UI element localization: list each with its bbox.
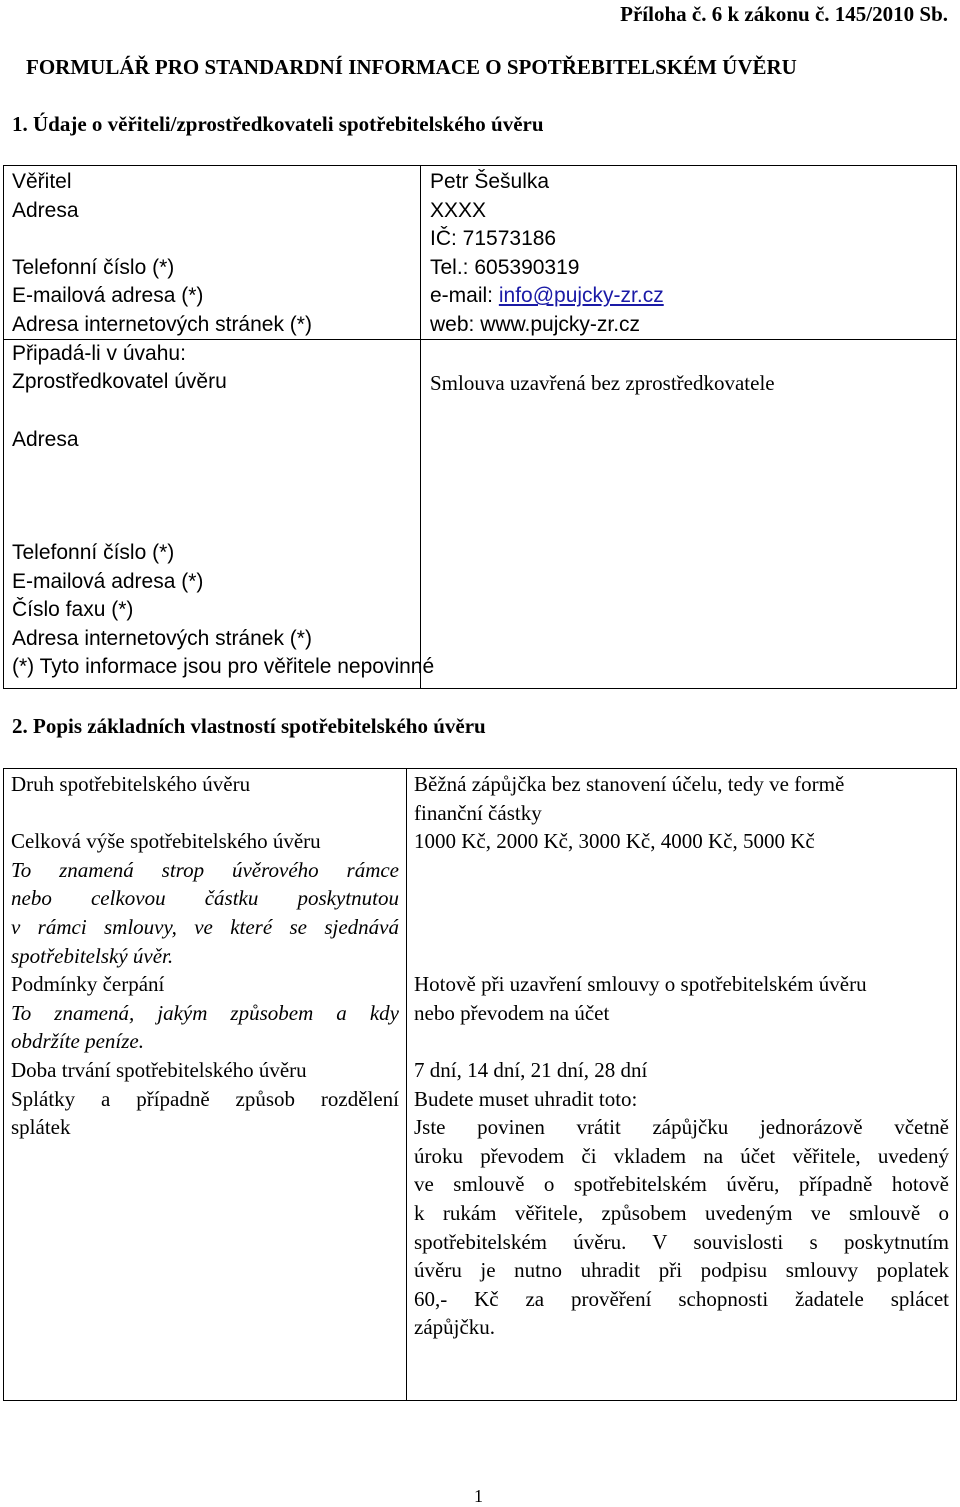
- total-amount-note-4: spotřebitelský úvěr.: [11, 943, 174, 968]
- repayment-value-6: spotřebitelském úvěru. V souvislosti s poskytnutím: [414, 1229, 949, 1254]
- creditor-labels: [12, 168, 312, 397]
- intermediary-address-label: Adresa: [12, 428, 79, 451]
- properties-values: [414, 770, 949, 1342]
- total-amount-note-3: v rámci smlouvy, ve které se sjednává: [11, 914, 399, 939]
- lender-email-link[interactable]: info@pujcky-zr.cz: [498, 284, 664, 308]
- total-amount-note-1: To znamená strop úvěrového rámce: [11, 857, 399, 882]
- page-number: 1: [474, 1486, 483, 1506]
- repayment-value-7: úvěru je nutno uhradit při podpisu smlouvy poplatek: [414, 1258, 949, 1283]
- lender-web: web: www.pujcky-zr.cz: [430, 312, 641, 336]
- lender-phone: Tel.: 605390319: [430, 255, 580, 279]
- repayment-value-2: Jste povinen vrátit zápůjčku jednorázově včetně: [414, 1115, 949, 1140]
- duration-label: Doba trvání spotřebitelského úvěru: [11, 1057, 307, 1082]
- repayment-value-1: Budete muset uhradit toto:: [414, 1086, 638, 1111]
- total-amount-note-2: nebo celkovou částku poskytnutou: [11, 886, 399, 911]
- drawdown-note-2: obdržíte peníze.: [11, 1029, 144, 1054]
- repayment-value-3: úroku převodem či vkladem na účet věřitele, uvedený: [414, 1143, 949, 1168]
- drawdown-value-2: nebo převodem na účet: [414, 1000, 610, 1025]
- repayment-label-1: Splátky a případně způsob rozdělení: [11, 1086, 399, 1111]
- section2-heading: 2. Popis základních vlastností spotřebitelského úvěru: [12, 714, 486, 738]
- annex-reference: Příloha č. 6 k zákonu č. 145/2010 Sb.: [620, 2, 948, 26]
- properties-table-divider: [406, 768, 407, 1401]
- properties-labels: [11, 770, 399, 1142]
- label-phone: Telefonní číslo (*): [12, 255, 175, 279]
- creditor-values: [430, 168, 664, 340]
- credit-type-value-2: finanční částky: [414, 800, 542, 825]
- repayment-value-8: 60,- Kč za prověření schopnosti žadatele splácet: [414, 1286, 949, 1311]
- lender-ico: IČ: 71573186: [430, 227, 557, 251]
- intermediary-value: Smlouva uzavřená bez zprostředkovatele: [430, 371, 775, 395]
- section1-heading: 1. Údaje o věřiteli/zprostředkovateli spotřebitelského úvěru: [12, 112, 544, 136]
- label-email: E-mailová adresa (*): [12, 284, 204, 308]
- total-amount-value: 1000 Kč, 2000 Kč, 3000 Kč, 4000 Kč, 5000 Kč: [414, 829, 815, 854]
- lender-address: XXXX: [430, 198, 487, 222]
- intermediary-email-label: E-mailová adresa (*): [12, 569, 204, 593]
- intermediary-phone-label: Telefonní číslo (*): [12, 541, 175, 564]
- credit-type-label: Druh spotřebitelského úvěru: [11, 772, 251, 796]
- label-address: Adresa: [12, 198, 79, 222]
- label-intermediary: Zprostředkovatel úvěru: [12, 370, 227, 394]
- lender-email-row: [430, 282, 664, 311]
- lender-email-prefix: e-mail:: [430, 284, 499, 308]
- repayment-value-9: zápůjčku.: [414, 1315, 496, 1340]
- drawdown-conditions-label: Podmínky čerpání: [11, 972, 165, 997]
- label-if-applicable: Připadá-li v úvahu:: [12, 341, 186, 365]
- label-website: Adresa internetových stránek (*): [12, 312, 312, 336]
- intermediary-website-label: Adresa internetových stránek (*): [12, 626, 312, 650]
- drawdown-note-1: To znamená, jakým způsobem a kdy: [11, 1000, 399, 1025]
- lender-name: Petr Šešulka: [430, 170, 550, 193]
- label-creditor: Věřitel: [12, 170, 72, 193]
- total-amount-label: Celková výše spotřebitelského úvěru: [11, 829, 321, 854]
- repayment-value-5: k rukám věřitele, způsobem uvedeným ve smlouvě o: [414, 1200, 949, 1225]
- label-spacer: [12, 225, 312, 254]
- repayment-value-4: ve smlouvě o spotřebitelském úvěru, případně hotově: [414, 1172, 949, 1197]
- form-title: FORMULÁŘ PRO STANDARDNÍ INFORMACE O SPOTŘEBITELSKÉM ÚVĚRU: [26, 55, 797, 79]
- credit-type-value-1: Běžná zápůjčka bez stanovení účelu, tedy ve formě: [414, 772, 845, 796]
- drawdown-value-1: Hotově při uzavření smlouvy o spotřebitelském úvěru: [414, 972, 867, 997]
- duration-value: 7 dní, 14 dní, 21 dní, 28 dní: [414, 1057, 648, 1082]
- intermediary-fax-label: Číslo faxu (*): [12, 598, 134, 622]
- optional-info-footnote: (*) Tyto informace jsou pro věřitele nepovinné: [12, 655, 435, 679]
- intermediary-contact-labels: [12, 539, 434, 682]
- repayment-label-2: splátek: [11, 1115, 71, 1140]
